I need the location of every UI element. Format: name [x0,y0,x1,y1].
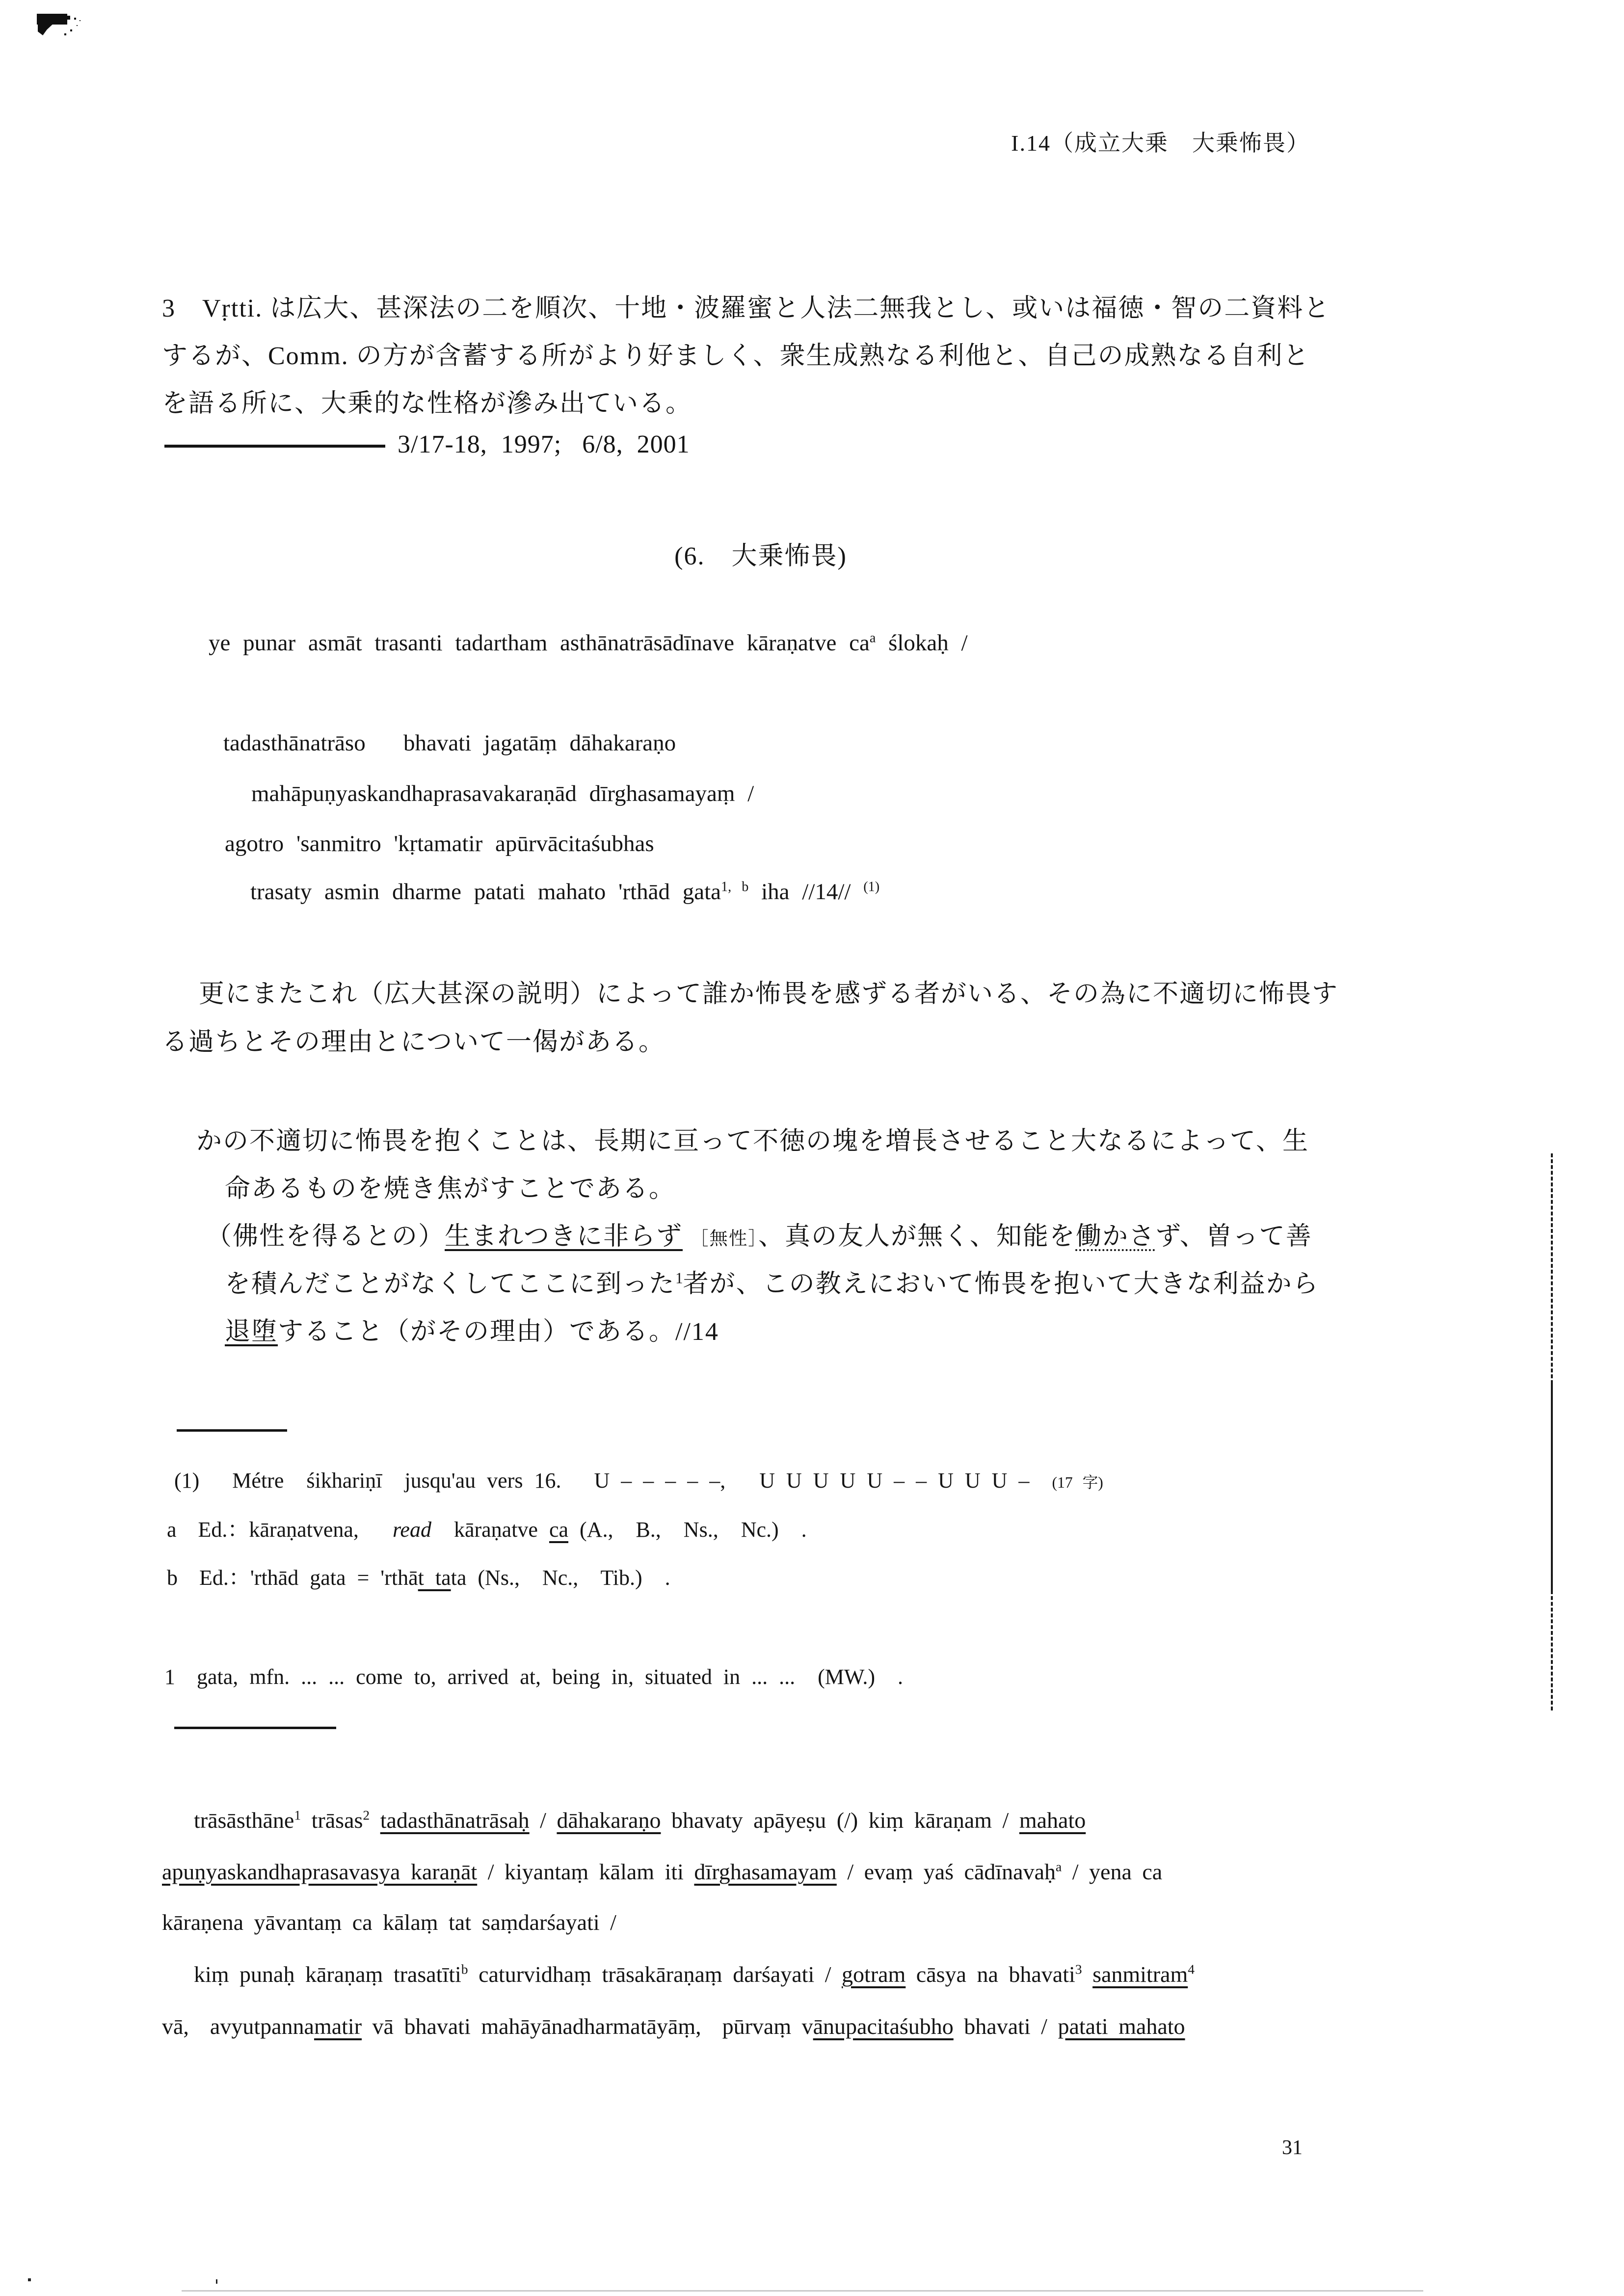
paragraph3-line1: 3 Vṛtti. は広大、甚深法の二を順次、十地・波羅蜜と人法二無我とし、或いは福徳・智の二資料と [162,294,1331,322]
verse-line-4: trasaty asmin dharme patati mahato 'rthād gata$^{1, b}$ iha //14// $^{(1)}$ [250,879,880,905]
sanskrit-intro-line: ye punar asmāt trasanti tadartham asthānatrāsādīnave kāraṇatve $ca^a$ ślokaḥ / [209,630,968,656]
commentary-line5: vā, avyutpannamatir vā bhavati mahāyānadharmatāyāṃ, pūrvaṃ vānupacitaśubho bhavati / patati mahato [162,2014,1185,2039]
section-heading: (6. 大乗怖畏) [674,542,847,570]
paragraph3-line2: するが、Comm. の方が含蓄する所がより好ましく、衆生成熟なる利他と、自己の成熟なる自利と [162,342,1310,370]
verse-translation-line4: を積んだことがなくしてここに到った$^1$者が、この教えにおいて怖畏を抱いて大きな利益から [225,1269,1319,1298]
paragraph3-line3: を語る所に、大乗的な性格が滲み出ている。 [162,390,692,418]
scan-artifact-right-dashed-bottom [1551,1590,1553,1710]
jp-translation-line1: 更にまたこれ（広大甚深の説明）によって誰か怖畏を感ずる者がいる、その為に不適切に怖畏す [199,980,1339,1008]
scan-speck [216,2279,217,2284]
commentary-line4: kiṃ punaḥ kāraṇaṃ trasatīti$^b$ caturvidhaṃ trāsakāraṇaṃ darśayati / gotram cāsya na bhavati$^3$ sanmitram$^4$ [194,1961,1195,1987]
footnote-gata: 1 gata, mfn. ... ... come to, arrived at, being in, situated in ... ... (MW.) . [164,1665,903,1689]
footnote-a: a Ed.：kāraṇatvena, read kāraṇatve ca (A., B., Ns., Nc.) . [167,1518,807,1542]
footnote-rule-bottom [174,1727,336,1729]
verse-line-3: agotro 'sanmitro 'kṛtamatir apūrvācitaśubhas [225,831,654,856]
verse-line-1: tadasthānatrāso bhavati jagatāṃ dāhakaraṇo [223,730,676,756]
verse-translation-line1: かの不適切に怖畏を抱くことは、長期に亘って不徳の塊を増長させること大なるによって、生 [196,1127,1309,1155]
scan-speck [28,2278,31,2281]
verse-translation-line5: 退堕すること（がその理由）である。//14 [225,1318,719,1346]
page-header-title: I.14（成立大乗 大乗怖畏） [1011,131,1310,156]
verse-translation-line2: 命あるものを焼き焦がすことである。 [225,1175,676,1203]
verse-line-2: mahāpuṇyaskandhaprasavakaraṇād dīrghasamayaṃ / [251,781,754,806]
commentary-line1: trāsāsthāne$^1$ trāsas$^2$ tadasthānatrāsaḥ / dāhakaraṇo bhavaty apāyeṣu (/) kiṃ kāraṇam / mahato [194,1807,1086,1833]
footnote-b: b Ed.：'rthād gata = 'rthāt tata (Ns., Nc., Tib.) . [167,1566,670,1590]
page-number: 31 [1282,2136,1303,2159]
commentary-line2: apuṇyaskandhaprasavasya karaṇāt / kiyantaṃ kālam iti dīrghasamayam / evaṃ yaś cādīnavaḥ$^a$ / yena ca [162,1859,1163,1884]
footnote-metre: (1) Métre śikhariṇī jusqu'au vers 16. U – – – – –, U U U U U – – U U U – (17 字) [174,1468,1103,1493]
attribution-dates: 3/17-18, 1997; 6/8, 2001 [398,430,690,458]
verse-translation-line3: （佛性を得るとの）生まれつきに非らず ［無性］、真の友人が無く、知能を働かさず、曽って善 [206,1223,1312,1251]
attribution-rule [164,445,385,448]
scan-artifact-bottom-line [182,2290,1423,2292]
scan-artifact-top-left [37,14,67,25]
scan-artifact-right-solid [1551,1384,1553,1590]
scan-artifact-right-dashed-top [1551,1153,1553,1384]
commentary-line3: kāraṇena yāvantaṃ ca kālaṃ tat saṃdarśayati / [162,1910,616,1935]
footnote-rule-top [177,1429,287,1432]
jp-translation-line2: る過ちとその理由とについて一偈がある。 [162,1028,665,1056]
